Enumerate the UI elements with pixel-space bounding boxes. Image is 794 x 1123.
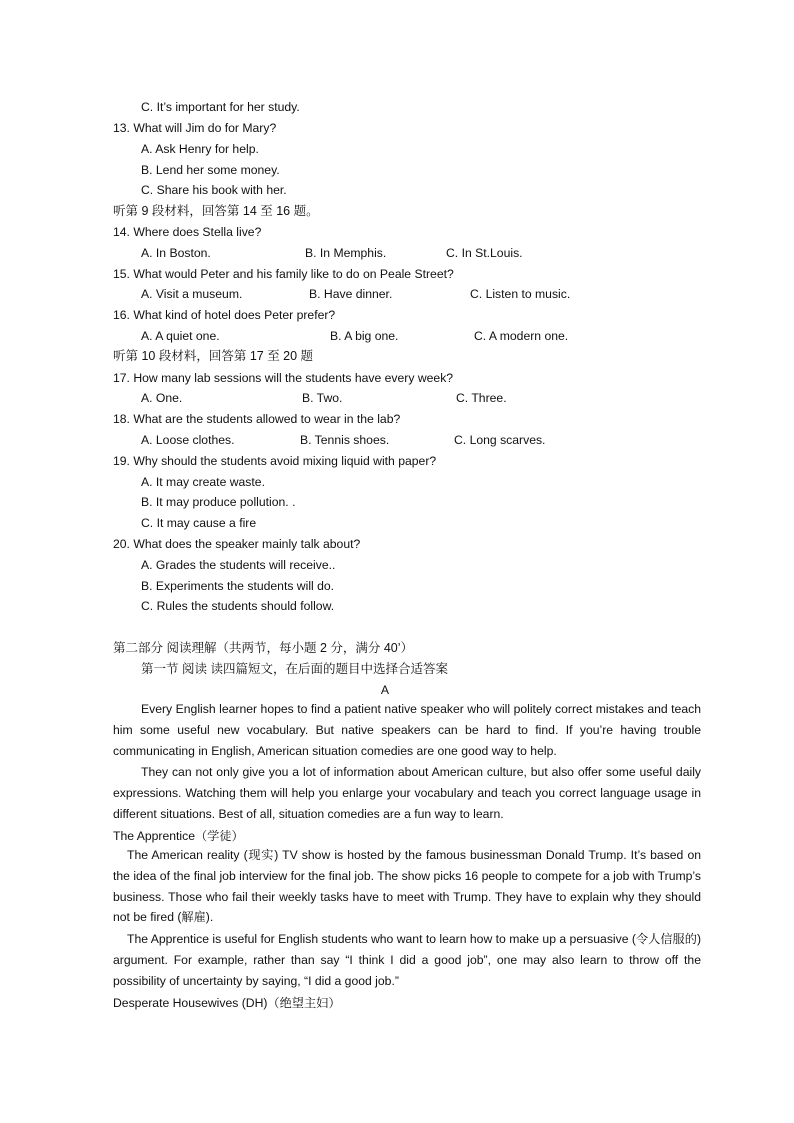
paragraph-2: They can not only give you a lot of information about American culture, but also offer some useful daily expressions. Watching them will help you enlarge your vocabulary and teach you correct language usage in different situations. Best of all, situation comedies are a fun way to learn. bbox=[113, 765, 701, 821]
q14-question: 14. Where does Stella live? bbox=[113, 225, 262, 239]
section-9-heading: 听第 9 段材料，回答第 14 至 16 题。 bbox=[113, 204, 319, 218]
q18-option-a: A. Loose clothes. bbox=[141, 433, 235, 447]
q15-option-c: C. Listen to music. bbox=[470, 287, 571, 301]
dh-title: Desperate Housewives (DH)（绝望主妇） bbox=[113, 996, 341, 1010]
q19-option-a: A. It may create waste. bbox=[141, 475, 265, 489]
part-two-heading: 第二部分 阅读理解（共两节，每小题 2 分，满分 40’） bbox=[113, 641, 414, 655]
q20-option-a: A. Grades the students will receive.. bbox=[141, 558, 336, 572]
q14-option-c: C. In St.Louis. bbox=[446, 246, 523, 260]
q18-question: 18. What are the students allowed to wear in the lab? bbox=[113, 412, 401, 426]
q14-option-a: A. In Boston. bbox=[141, 246, 211, 260]
q16-option-a: A. A quiet one. bbox=[141, 329, 220, 343]
passage-letter: A bbox=[380, 683, 390, 697]
q17-option-a: A. One. bbox=[141, 391, 183, 405]
q18-option-b: B. Tennis shoes. bbox=[300, 433, 390, 447]
q13-option-c: C. Share his book with her. bbox=[141, 183, 287, 197]
q13-option-a: A. Ask Henry for help. bbox=[141, 142, 259, 156]
section-one-heading: 第一节 阅读 读四篇短文，在后面的题目中选择合适答案 bbox=[141, 662, 448, 676]
q17-option-c: C. Three. bbox=[456, 391, 507, 405]
q17-option-b: B. Two. bbox=[302, 391, 343, 405]
q20-question: 20. What does the speaker mainly talk about? bbox=[113, 537, 361, 551]
paragraph-1: Every English learner hopes to find a patient native speaker who will politely correct mistakes and teach him some useful new vocabulary. But native speakers can be hard to find. If you’re having trouble communicating in English, American situation comedies are one good way to help. bbox=[113, 702, 701, 758]
paragraph-3: The American reality (现实) TV show is hosted by the famous businessman Donald Trump. It’s based on the idea of the final job interview for the final job. The show picks 16 people to compete for a job with Trump’s business. Those who fail their weekly tasks have to meet with Trump. They have to explain why they should not be fired (解雇). bbox=[113, 848, 701, 925]
paragraph-4: The Apprentice is useful for English students who want to learn how to make up a persuasive (令人信服的) argument. For example, rather than say “I think I did a good job”, one may also learn to throw off the possibility of uncertainty by saying, “I did a good job.” bbox=[113, 932, 701, 988]
q16-option-b: B. A big one. bbox=[330, 329, 399, 343]
q12-option-c: C. It’s important for her study. bbox=[141, 100, 300, 114]
section-10-heading: 听第 10 段材料，回答第 17 至 20 题 bbox=[113, 349, 314, 363]
q15-question: 15. What would Peter and his family like to do on Peale Street? bbox=[113, 267, 454, 281]
q20-option-c: C. Rules the students should follow. bbox=[141, 599, 335, 613]
q15-option-b: B. Have dinner. bbox=[309, 287, 393, 301]
q15-option-a: A. Visit a museum. bbox=[141, 287, 243, 301]
q19-question: 19. Why should the students avoid mixing liquid with paper? bbox=[113, 454, 437, 468]
q18-option-c: C. Long scarves. bbox=[454, 433, 546, 447]
q19-option-b: B. It may produce pollution. . bbox=[141, 495, 296, 509]
q16-option-c: C. A modern one. bbox=[474, 329, 569, 343]
q19-option-c: C. It may cause a fire bbox=[141, 516, 257, 530]
q13-option-b: B. Lend her some money. bbox=[141, 163, 280, 177]
q20-option-b: B. Experiments the students will do. bbox=[141, 579, 335, 593]
q17-question: 17. How many lab sessions will the students have every week? bbox=[113, 371, 454, 385]
q14-option-b: B. In Memphis. bbox=[305, 246, 387, 260]
apprentice-title: The Apprentice（学徒） bbox=[113, 829, 244, 843]
q13-question: 13. What will Jim do for Mary? bbox=[113, 121, 277, 135]
q16-question: 16. What kind of hotel does Peter prefer? bbox=[113, 308, 336, 322]
